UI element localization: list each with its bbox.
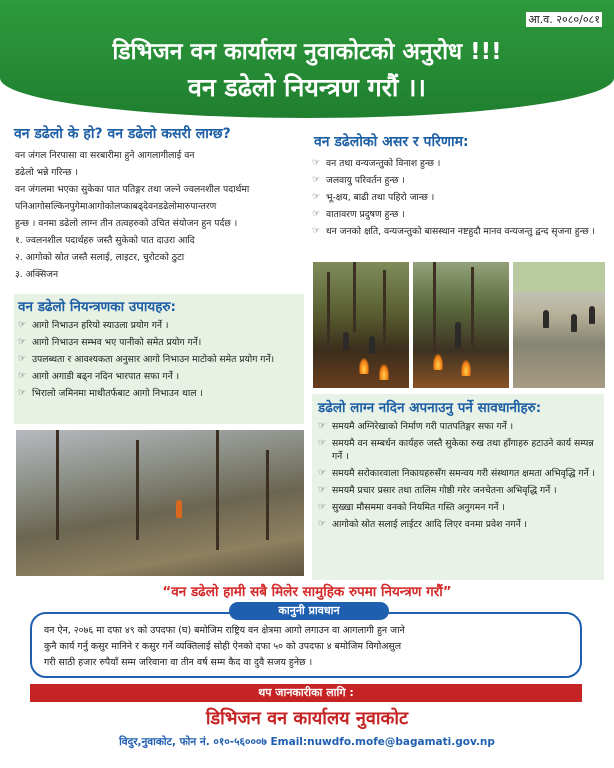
legal-provision-box — [30, 612, 582, 678]
flame — [359, 358, 369, 374]
list-item: ☞ समयमै अग्निरेखाको निर्माण गरी पातपतिङ्गर सफा गर्ने । — [318, 421, 514, 432]
what-is-para: पनिआगोसल्किनपुगेमाआगोकोलप्काबढ्देवनडढेलोमारुपान्तरण — [15, 201, 217, 212]
legal-text-line: गरी साठी हजार रुपैयाँ सम्म जरिवाना वा तीन वर्ष सम्म कैद वा दुवै सजय हुनेछ । — [44, 657, 313, 668]
flame — [433, 354, 443, 370]
tree-trunk — [327, 272, 330, 352]
list-item: ☞ आगो निभाउन हरियो स्याउला प्रयोग गर्ने । — [18, 320, 169, 331]
pointing-hand-icon: ☞ — [318, 438, 327, 448]
pointing-hand-icon: ☞ — [18, 388, 27, 398]
firefighter-figure — [176, 500, 182, 518]
community-slogan: “वन डढेलो हामी सबै मिलेर सामुहिक रुपमा नियन्त्रण गरौं” — [162, 584, 452, 600]
tree-trunk — [266, 450, 269, 540]
list-item: ☞ आगो निभाउन सम्भव भए पानीको समेत प्रयोग गर्ने। — [18, 337, 202, 348]
legal-provision-label: कानुनी प्रावधान — [229, 602, 389, 620]
what-is-title: वन डढेलो के हो? वन डढेलो कसरी लाग्छ? — [14, 126, 231, 142]
pointing-hand-icon: ☞ — [318, 502, 327, 512]
what-is-para: वन जंगलमा भएका सुकेका पात पतिङ्गर तथा जल्ने ज्वलनशील पदार्थमा — [15, 184, 250, 195]
what-is-section — [12, 120, 304, 290]
list-item: ☞ धन जनको क्षति, वन्यजन्तुको बासस्थान नष्टहुदौ मानव वन्यजन्तु द्वन्द सृजना हुन्छ । — [312, 226, 596, 237]
pointing-hand-icon: ☞ — [312, 192, 321, 202]
pointing-hand-icon: ☞ — [318, 468, 327, 478]
list-item: ☞ आगोको स्रोत सलाई लाईटर आदि लिएर वनमा प्रवेश नगर्ने । — [318, 519, 528, 530]
building — [513, 262, 605, 292]
header-request-line: डिभिजन वन कार्यालय नुवाकोटको अनुरोध !!! — [112, 39, 502, 65]
list-item: ☞ समयमै प्रचार प्रसार तथा तालिम गोष्ठी गरेर जनचेतना अभिवृद्धि गर्ने । — [318, 485, 557, 496]
what-is-para: २. आगोको स्रोत जस्तै सलाई, लाइटर, चुरोटको ठुटा — [15, 252, 185, 263]
pointing-hand-icon: ☞ — [312, 175, 321, 185]
firefighter-figure — [455, 322, 461, 348]
list-item: ☞ आगो अगाडी बढ्न नदिन भारपात सफा गर्ने । — [18, 371, 180, 382]
tree-trunk — [383, 270, 386, 346]
flame — [379, 364, 389, 380]
firefighter-figure — [343, 332, 349, 350]
worker-figure — [543, 310, 549, 328]
firefighter-figure — [369, 336, 375, 354]
fiscal-year: आ.व. २०८०/०८१ — [528, 13, 600, 26]
pointing-hand-icon: ☞ — [18, 337, 27, 347]
pointing-hand-icon: ☞ — [312, 209, 321, 219]
pointing-hand-icon: ☞ — [18, 354, 27, 364]
precautions-section — [312, 394, 604, 580]
list-item: ☞ वन तथा वन्यजन्तुको विनाश हुन्छ । — [312, 158, 441, 169]
header-banner — [0, 0, 614, 118]
list-item: ☞ भू-क्षय, बाढी तथा पहिरो जान्छ । — [312, 192, 435, 203]
firefighting-photo — [413, 262, 509, 388]
header-slogan-line: वन डढेलो नियन्त्रण गरौं ।। — [187, 73, 427, 102]
pointing-hand-icon: ☞ — [318, 519, 327, 529]
tree-trunk — [353, 262, 356, 332]
worker-figure — [571, 314, 577, 332]
list-item: ☞ समयमै वन सम्बर्धन कार्यहरु जस्तै सुकेका रुख तथा हाँगाहरु हटाउने कार्य सम्पन्न गर्ने । — [318, 438, 594, 462]
list-item: ☞ वातावरण प्रदुषण हुन्छ । — [312, 209, 405, 220]
pointing-hand-icon: ☞ — [312, 226, 321, 236]
what-is-para: हुन्छ । वनमा डढेलो लाग्न तीन तत्वहरुको उचित संयोजन हुन पर्दछ । — [15, 218, 238, 229]
precautions-title: डढेलो लाग्न नदिन अपनाउनु पर्ने सावधानीहरु: — [318, 400, 542, 416]
pointing-hand-icon: ☞ — [312, 158, 321, 168]
list-item: ☞ सुख्खा मौसममा वनको नियमित गस्ति अनुगमन गर्ने । — [318, 502, 505, 513]
what-is-para: १. ज्वलनशील पदार्थहरु जस्तै सुकेको पात दाउरा आदि — [15, 235, 195, 246]
tree-trunk — [471, 267, 474, 347]
tree-trunk — [216, 430, 219, 550]
pointing-hand-icon: ☞ — [318, 485, 327, 495]
list-item: ☞ उपलब्धता र आवश्यकता अनुसार आगो निभाउन माटोको समेत प्रयोग गर्ने। — [18, 354, 275, 365]
pointing-hand-icon: ☞ — [18, 320, 27, 330]
worker-figure — [589, 306, 595, 324]
office-name: डिभिजन वन कार्यालय नुवाकोट — [205, 708, 409, 729]
control-title: वन डढेलो नियन्त्रणका उपायहरु: — [18, 299, 176, 315]
tree-trunk — [136, 440, 139, 540]
effects-title: वन डढेलोको असर र परिणाम: — [314, 134, 469, 150]
tree-trunk — [56, 430, 59, 540]
tree-trunk — [433, 262, 436, 352]
list-item: ☞ भिरालो जमिनमा माथीतर्फबाट आगो निभाउन थाल । — [18, 388, 203, 399]
legal-text-line: वन ऐन, २०७६ मा दफा ४९ को उपदफा (घ) बमोजिम राष्ट्रिय वन क्षेत्रमा आगो लगाउन वा आगलागी हुन जाने — [44, 625, 405, 636]
more-info-bar: थप जानकारीका लागि : — [30, 684, 582, 702]
pointing-hand-icon: ☞ — [18, 371, 27, 381]
list-item: ☞ समयमै सरोकारवाला निकायहरुसँग समन्वय गरी संस्थागत क्षमता अभिवृद्धि गर्ने । — [318, 468, 596, 479]
list-item: ☞ जलवायु परिवर्तन हुन्छ । — [312, 175, 405, 186]
flame — [461, 360, 471, 376]
burnt-hillside-photo — [16, 430, 304, 576]
forest-fire-photo — [313, 262, 409, 388]
what-is-para: डढेलो भन्ने गरिन्छ । — [15, 167, 79, 178]
contact-info: विदुर,नुवाकोट, फोन नं. ०१०-५६०००७ Email:nuwdfo.mofe@bagamati.gov.np — [119, 736, 495, 748]
pointing-hand-icon: ☞ — [318, 421, 327, 431]
fireline-clearing-photo — [513, 262, 605, 388]
what-is-para: ३. अक्सिजन — [15, 269, 59, 280]
control-measures-section — [14, 294, 304, 424]
legal-text-line: कुनै कार्य गर्नु कसुर मानिने र कसुर गर्ने व्यक्तिलाई सोही ऐनको दफा ५० को उपदफा ४ बमोजिम विगोअसुल — [44, 641, 402, 652]
what-is-para: वन जंगल निरपासा वा सरबारीमा हुने आगलागीलाई वन — [15, 150, 195, 161]
effects-section — [312, 130, 604, 260]
